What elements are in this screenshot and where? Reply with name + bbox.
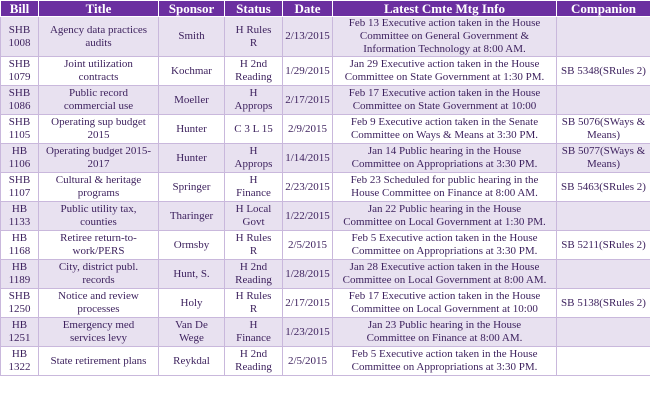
table-row [1,347,650,376]
cell-title [39,260,159,289]
cell-info [333,260,557,289]
cell-line: 1086 [8,100,31,112]
table-row [1,86,650,115]
cell-line: Committee on Local Government at 8:00 AM. [342,274,547,286]
cell-line: Committee on State Government at 10:00 [352,100,537,112]
cell-line: HB [11,232,28,244]
cell-line: R [249,36,258,49]
table-row [1,144,650,173]
cell-line: audits [85,36,112,49]
cell-line: C 3 L 15 [234,122,273,135]
cell-sponsor: Hunt, S. [159,260,225,289]
cell-info [333,115,557,144]
cell-line: Information Technology at 8:00 AM. [363,43,526,55]
cell-line: H 2nd [239,58,268,70]
cell-line: R [249,245,258,257]
col-bill: Bill [1,1,39,17]
cell-line: Public record [69,87,128,99]
cell-date: 1/29/2015 [283,57,333,86]
cell-line: Public utility tax, [60,203,137,215]
cell-date: 2/5/2015 [283,231,333,260]
cell-companion [557,202,650,231]
cell-line: Committee on Appropriations at 3:30 PM. [351,361,538,373]
cell-line: Jan 23 Public hearing in the House [367,319,522,331]
cell-companion [557,347,650,376]
cell-sponsor: Ormsby [159,231,225,260]
table-row [1,202,650,231]
cell-line: programs [77,187,120,199]
cell-bill [1,347,39,376]
cell-status [225,57,283,86]
cell-date: 1/28/2015 [283,260,333,289]
cell-line: processes [77,303,120,315]
cell-line: 1133 [8,216,31,228]
cell-line: H 2nd [239,261,268,273]
cell-line: SHB [8,87,31,99]
cell-line: Retiree return-to- [60,232,137,244]
cell-line: SHB [8,174,31,186]
cell-line: H Rules [235,232,272,244]
cell-status [225,173,283,202]
cell-title [39,115,159,144]
cell-sponsor: Springer [159,173,225,202]
cell-line: Committee on State Government at 1:30 PM. [344,71,545,83]
cell-bill [1,202,39,231]
cell-line: Feb 9 Executive action taken in the Senate [350,116,539,128]
cell-title [39,57,159,86]
cell-line: HB [11,203,28,215]
cell-line: Feb 13 Executive action taken in the House [348,17,541,29]
table-row [1,173,650,202]
cell-line: 1107 [8,187,31,199]
cell-date: 2/13/2015 [283,17,333,57]
cell-title [39,17,159,57]
cell-line: SHB [8,116,31,128]
cell-line: Committee on General Government & [359,30,530,42]
cell-info [333,57,557,86]
cell-line: SB 5077(SWays & [561,145,646,157]
cell-bill [1,86,39,115]
cell-date: 2/9/2015 [283,115,333,144]
cell-date: 1/14/2015 [283,144,333,173]
cell-info [333,231,557,260]
cell-line: 1168 [8,245,31,257]
cell-line: HB [11,348,28,360]
cell-status [225,144,283,173]
cell-line: Jan 22 Public hearing in the House [367,203,522,215]
cell-status [225,318,283,347]
cell-line: Agency data practices [49,23,148,36]
cell-status [225,86,283,115]
cell-info [333,289,557,318]
cell-title [39,173,159,202]
cell-line: Means) [587,129,620,141]
cell-line: Cultural & heritage [55,174,142,186]
cell-bill [1,173,39,202]
cell-line: SHB [8,58,31,70]
cell-line: Wege [179,332,204,344]
cell-line: Feb 23 Scheduled for public hearing in the [350,174,539,186]
cell-info [333,17,557,57]
cell-line: work/PERS [72,245,125,257]
table-row [1,17,650,57]
cell-title [39,86,159,115]
cell-line: Approps [234,158,273,170]
cell-line: Feb 5 Executive action taken in the House [351,348,538,360]
cell-line: State retirement plans [50,354,147,367]
cell-line: Finance [236,187,271,199]
table-row [1,231,650,260]
cell-companion [557,260,650,289]
cell-line: Feb 17 Executive action taken in the House [348,290,541,302]
cell-line: 1189 [8,274,31,286]
col-latest-cmte-mtg-info: Latest Cmte Mtg Info [333,1,557,17]
cell-bill [1,318,39,347]
cell-info [333,318,557,347]
cell-line: SB 5076(SWays & [561,116,646,128]
cell-sponsor [159,318,225,347]
table-row [1,57,650,86]
cell-status [225,260,283,289]
cell-bill [1,17,39,57]
cell-line: H Rules [235,290,272,302]
cell-bill [1,144,39,173]
cell-info [333,202,557,231]
cell-companion [557,17,650,57]
cell-line: Committee on Finance at 8:00 AM. [366,332,523,344]
cell-line: Means) [587,158,620,170]
cell-line: 1251 [8,332,31,344]
cell-date: 2/23/2015 [283,173,333,202]
cell-status [225,17,283,57]
cell-date: 2/17/2015 [283,289,333,318]
cell-line: H [249,145,258,157]
cell-line: Reading [235,274,272,286]
header-row [1,1,650,17]
cell-companion: SB 5463(SRules 2) [557,173,650,202]
cell-info [333,144,557,173]
cell-line: House Committee on Finance at 8:00 AM. [351,187,538,199]
cell-status [225,347,283,376]
cell-bill [1,260,39,289]
cell-line: 1250 [8,303,31,315]
cell-status [225,289,283,318]
col-status: Status [225,1,283,17]
cell-companion: SB 5211(SRules 2) [557,231,650,260]
cell-line: H Local [235,203,272,215]
cell-line: Committee on Local Government at 10:00 [351,303,538,315]
cell-status [225,202,283,231]
cell-line: services levy [69,332,128,344]
cell-line: 2015 [87,129,110,141]
cell-companion [557,318,650,347]
cell-line: Jan 14 Public hearing in the House [367,145,522,157]
cell-date: 1/23/2015 [283,318,333,347]
cell-sponsor: Holy [159,289,225,318]
cell-sponsor: Kochmar [159,57,225,86]
cell-line: Joint utilization [64,58,133,70]
cell-line: Committee on Local Government at 1:30 PM. [343,216,546,228]
cell-line: H Rules [235,23,272,36]
cell-line: HB [11,145,28,157]
cell-line: Committee on Ways & Means at 3:30 PM. [350,129,539,141]
cell-line: Committee on Appropriations at 3:30 PM. [351,245,538,257]
cell-line: Reading [235,361,272,373]
cell-line: H [249,87,258,99]
cell-line: commercial use [63,100,134,112]
cell-line: H 2nd [239,348,268,360]
cell-title [39,231,159,260]
cell-line: Govt [242,216,265,228]
cell-line: Emergency med [62,319,135,331]
cell-sponsor: Moeller [159,86,225,115]
cell-title [39,289,159,318]
cell-sponsor: Smith [159,17,225,57]
cell-line: HB [11,319,28,331]
cell-bill [1,289,39,318]
cell-line: counties [80,216,117,228]
cell-companion: SB 5138(SRules 2) [557,289,650,318]
cell-line: Jan 29 Executive action taken in the House [349,58,540,70]
cell-line: Jan 28 Executive action taken in the House [349,261,540,273]
cell-title [39,318,159,347]
cell-line: Feb 5 Executive action taken in the House [351,232,538,244]
cell-line: records [82,274,115,286]
cell-title [39,347,159,376]
cell-line: 1106 [8,158,31,170]
cell-line: Approps [234,100,273,112]
cell-line: Reading [235,71,272,83]
cell-companion [557,115,650,144]
cell-line: Finance [236,332,271,344]
col-sponsor: Sponsor [159,1,225,17]
cell-line: H [249,174,258,186]
table-row [1,318,650,347]
cell-info [333,173,557,202]
cell-info [333,86,557,115]
cell-line: Feb 17 Executive action taken in the House [348,87,541,99]
cell-line: 1105 [8,129,31,141]
cell-line: 1322 [8,361,31,373]
cell-companion [557,144,650,173]
cell-date: 2/17/2015 [283,86,333,115]
cell-info [333,347,557,376]
cell-sponsor: Reykdal [159,347,225,376]
table-row [1,115,650,144]
cell-companion: SB 5348(SRules 2) [557,57,650,86]
cell-title [39,144,159,173]
cell-bill [1,231,39,260]
cell-line: R [249,303,258,315]
cell-sponsor: Hunter [159,115,225,144]
cell-line: contracts [78,71,119,83]
cell-line: Operating sup budget [51,116,146,128]
cell-line: 1008 [8,36,31,49]
table-row [1,260,650,289]
cell-sponsor: Tharinger [159,202,225,231]
cell-status [225,231,283,260]
cell-bill [1,57,39,86]
cell-line: HB [11,261,28,273]
cell-status [225,115,283,144]
cell-line: 1079 [8,71,31,83]
cell-title [39,202,159,231]
cell-bill [1,115,39,144]
cell-line: Van De [175,319,208,331]
cell-date: 1/22/2015 [283,202,333,231]
col-companion: Companion [557,1,650,17]
cell-line: Notice and review [58,290,139,302]
col-date: Date [283,1,333,17]
cell-line: SHB [8,290,31,302]
cell-line: 2017 [87,158,110,170]
table-row [1,289,650,318]
cell-line: H [249,319,258,331]
cell-line: City, district publ. [58,261,139,273]
cell-line: SHB [8,23,31,36]
cell-companion [557,86,650,115]
cell-sponsor: Hunter [159,144,225,173]
cell-date: 2/5/2015 [283,347,333,376]
cell-line: Committee on Appropriations at 3:30 PM. [351,158,538,170]
cell-line: Operating budget 2015- [45,145,152,157]
col-title: Title [39,1,159,17]
